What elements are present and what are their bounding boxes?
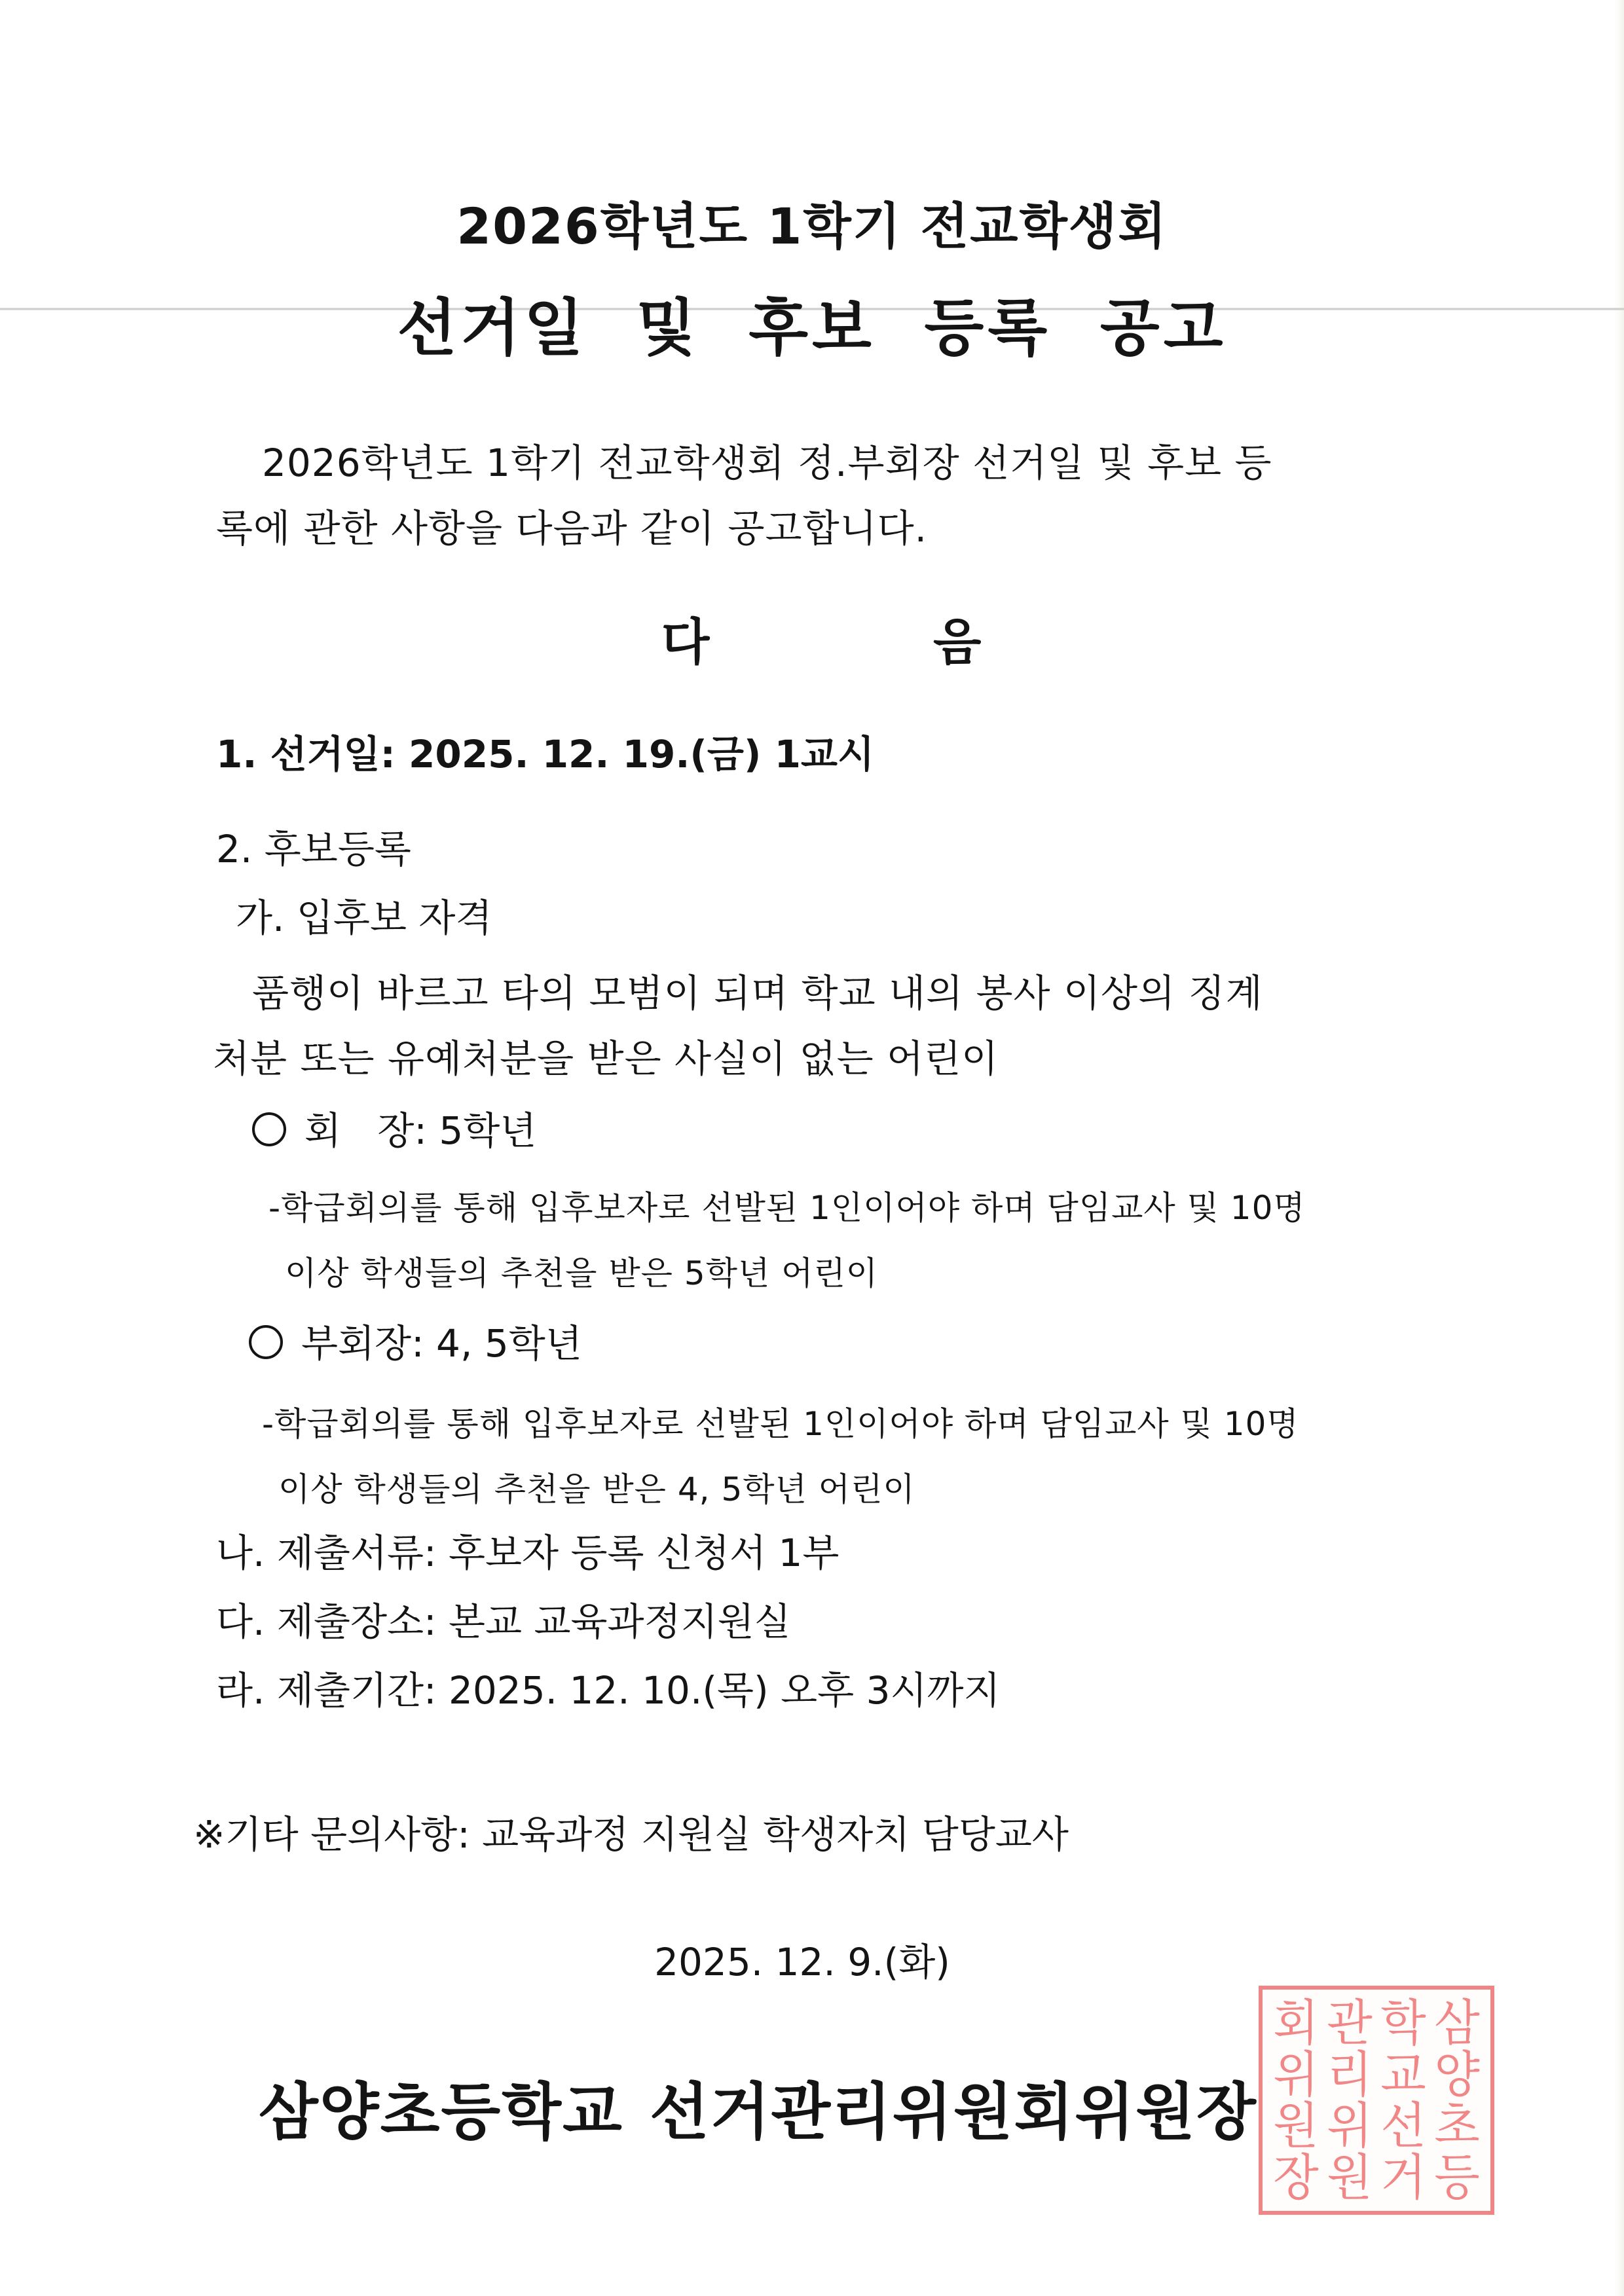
seal-character: 관 [1327, 1994, 1373, 2052]
signature-title: 선거관리위원회위원장 [649, 2077, 1257, 2148]
submission-deadline-item: 라. 제출기간: 2025. 12. 10.(목) 오후 3시까지 [216, 1668, 1001, 1713]
vice-president-detail-line-1: -학급회의를 통해 입후보자로 선발된 1인이어야 하며 담임교사 및 10명 [262, 1405, 1299, 1443]
official-seal-stamp [1259, 1986, 1494, 2215]
section-heading-next-left: 다 [661, 613, 710, 671]
required-documents-item: 나. 제출서류: 후보자 등록 신청서 1부 [216, 1531, 840, 1575]
title-word: 후보 [748, 293, 876, 364]
seal-character: 학 [1380, 1994, 1426, 2052]
signature-school: 삼양초등학교 [259, 2077, 623, 2148]
title-word: 공고 [1099, 293, 1227, 364]
seal-character: 원 [1273, 2097, 1319, 2155]
title-line-1: 2026학년도 1학기 전교학생회 [456, 197, 1168, 255]
seal-character: 리 [1327, 2045, 1373, 2104]
seal-character: 회 [1273, 1994, 1319, 2052]
seal-character: 삼 [1434, 1994, 1480, 2052]
seal-character: 거 [1380, 2148, 1426, 2206]
seal-character: 초 [1434, 2097, 1480, 2155]
president-heading: 회 장: 5학년 [304, 1108, 537, 1153]
seal-character: 장 [1273, 2148, 1319, 2206]
seal-character: 등 [1434, 2148, 1480, 2206]
intro-paragraph-line-2: 록에 관한 사항을 다음과 같이 공고합니다. [216, 506, 928, 551]
title-line-2 [0, 278, 1624, 367]
title-word: 선거일 [397, 293, 587, 364]
eligibility-text-line-2: 처분 또는 유예처분을 받은 사실이 없는 어린이 [213, 1036, 999, 1081]
inquiry-note: ※기타 문의사항: 교육과정 지원실 학생자치 담당교사 [193, 1812, 1069, 1857]
title-word: 등록 [924, 293, 1052, 364]
candidate-registration-heading: 2. 후보등록 [216, 827, 411, 871]
vice-president-eligibility [249, 1313, 582, 1368]
eligibility-text-line-1: 품행이 바르고 타의 모범이 되며 학교 내의 봉사 이상의 징계 [252, 971, 1263, 1015]
title-word: 및 [636, 293, 700, 364]
president-eligibility [252, 1100, 536, 1155]
circle-bullet-icon [252, 1112, 286, 1146]
seal-character: 위 [1273, 2045, 1319, 2104]
vice-president-detail-line-2: 이상 학생들의 추천을 받은 4, 5학년 어린이 [278, 1470, 915, 1508]
election-date-item: 1. 선거일: 2025. 12. 19.(금) 1교시 [216, 732, 875, 776]
seal-character: 위 [1327, 2097, 1373, 2155]
president-detail-line-2: 이상 학생들의 추천을 받은 5학년 어린이 [285, 1254, 879, 1292]
seal-character: 원 [1327, 2148, 1373, 2206]
signature-line [259, 2062, 1257, 2151]
president-detail-line-1: -학급회의를 통해 입후보자로 선발된 1인이어야 하며 담임교사 및 10명 [268, 1189, 1306, 1227]
seal-character: 선 [1380, 2097, 1426, 2155]
circle-bullet-icon [249, 1325, 283, 1359]
eligibility-heading: 가. 입후보 자격 [236, 896, 492, 940]
section-heading-next-right: 음 [933, 613, 982, 671]
issue-date: 2025. 12. 9.(화) [654, 1940, 950, 1984]
vice-president-heading: 부회장: 4, 5학년 [301, 1321, 582, 1366]
seal-character: 교 [1380, 2045, 1426, 2104]
seal-character: 양 [1434, 2045, 1480, 2104]
intro-paragraph-line-1: 2026학년도 1학기 전교학생회 정.부회장 선거일 및 후보 등 [262, 441, 1272, 485]
submission-location-item: 다. 제출장소: 본교 교육과정지원실 [216, 1599, 791, 1644]
